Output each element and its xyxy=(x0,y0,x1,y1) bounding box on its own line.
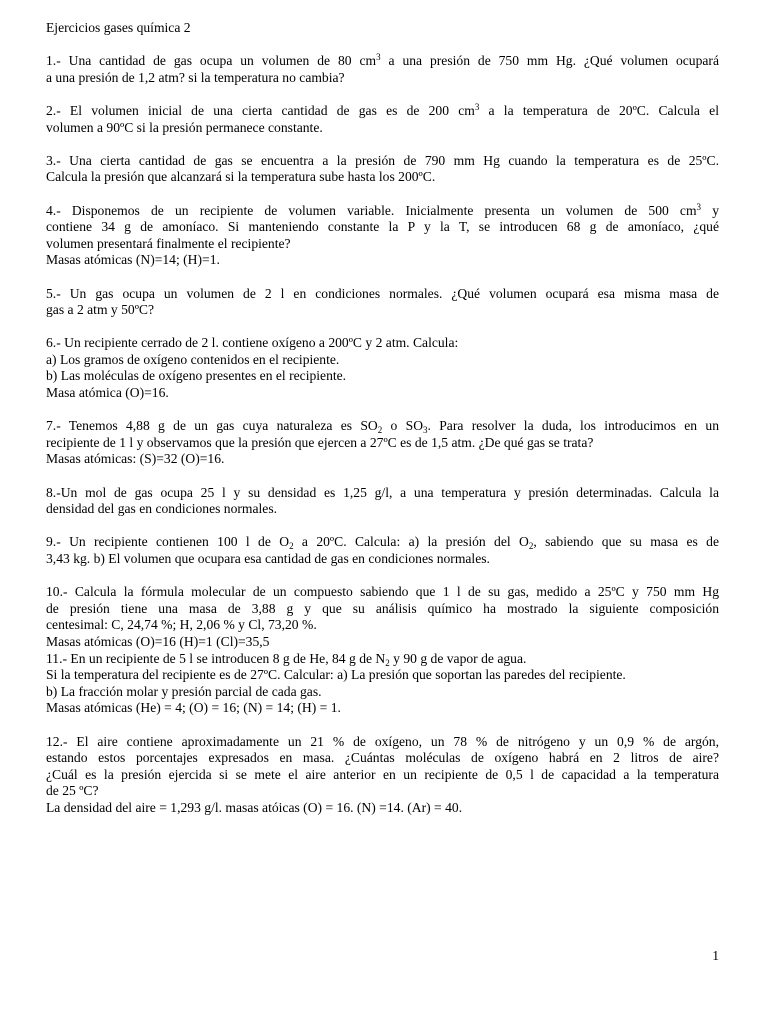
exercise-4-line-2: contiene 34 g de amoníaco. Si manteniendo constante la P y la T, se introducen 68 g de amoníaco, ¿qué xyxy=(46,219,719,235)
exercise-12-line-2: estando estos porcentajes expresados en masa. ¿Cuántas moléculas de oxígeno habrá en 2 litros de aire? xyxy=(46,750,719,766)
exercise-6-line-4: Masa atómica (O)=16. xyxy=(46,385,169,401)
exercise-6-line-1: 6.- Un recipiente cerrado de 2 l. contiene oxígeno a 200ºC y 2 atm. Calcula: xyxy=(46,335,459,351)
exercise-2-line-2: volumen a 90ºC si la presión permanece constante. xyxy=(46,119,323,135)
exercise-9-line-2: 3,43 kg. b) El volumen que ocupara esa cantidad de gas en condiciones normales. xyxy=(46,551,490,566)
exercise-2-line-1: 2.- El volumen inicial de una cierta cantidad de gas es de 200 $cm^3$ a la temperatura de 20ºC. Calcula el xyxy=(46,101,719,118)
exercise-12-line-5: La densidad del aire = 1,293 g/l. masas atóicas (O) = 16. (N) =14. (Ar) = 40. xyxy=(46,799,463,815)
exercise-10 xyxy=(46,584,719,650)
exercise-6-line-2: a) Los gramos de oxígeno contenidos en el recipiente. xyxy=(46,351,340,367)
exercise-10-line-4: Masas atómicas (O)=16 (H)=1 (Cl)=35,5 xyxy=(46,633,270,649)
exercise-12-line-4: de 25 ºC? xyxy=(46,783,99,799)
exercise-1-line-2: a una presión de 1,2 atm? si la temperatura no cambia? xyxy=(46,69,345,85)
exercise-6 xyxy=(46,335,719,401)
exercise-3-line-1: 3.- Una cierta cantidad de gas se encuentra a la presión de 790 mm Hg cuando la temperatura es de 25ºC. xyxy=(46,152,719,168)
exercise-7-line-3: Masas atómicas: (S)=32 (O)=16. xyxy=(46,451,225,467)
exercise-12-line-3: ¿Cuál es la presión ejercida si se mete el aire anterior en un recipiente de 0,5 l de capacidad a la temperatura xyxy=(46,766,719,782)
exercise-11-line-4: Masas atómicas (He) = 4; (O) = 16; (N) = 14; (H) = 1. xyxy=(46,700,341,716)
exercise-1 xyxy=(46,53,719,86)
exercise-5 xyxy=(46,286,719,319)
exercise-11-line-3: b) La fracción molar y presión parcial de cada gas. xyxy=(46,683,322,699)
exercise-8 xyxy=(46,485,719,518)
exercise-3-line-2: Calcula la presión que alcanzará si la temperatura sube hasta los 200ºC. xyxy=(46,169,436,185)
exercise-12 xyxy=(46,734,719,817)
exercise-9 xyxy=(46,534,719,567)
exercise-11 xyxy=(46,651,719,717)
exercise-6-line-3: b) Las moléculas de oxígeno presentes en el recipiente. xyxy=(46,368,347,384)
exercise-3 xyxy=(46,153,719,186)
exercise-8-line-1: 8.-Un mol de gas ocupa 25 l y su densidad es 1,25 g/l, a una temperatura y presión determinadas. Calcula la xyxy=(46,484,719,500)
exercise-12-line-1: 12.- El aire contiene aproximadamente un 21 % de oxígeno, un 78 % de nitrógeno y un 0,9 % de argón, xyxy=(46,733,719,749)
exercise-10-line-3: centesimal: C, 24,74 %; H, 2,06 % y Cl, 73,20 %. xyxy=(46,617,317,633)
exercise-8-line-2: densidad del gas en condiciones normales. xyxy=(46,501,278,517)
exercise-5-line-2: gas a 2 atm y 50ºC? xyxy=(46,302,155,318)
exercise-4-line-1: 4.- Disponemos de un recipiente de volumen variable. Inicialmente presenta un volumen de 500 $cm^3$ y xyxy=(46,201,719,218)
exercise-11-line-2: Si la temperatura del recipiente es de 27ºC. Calcular: a) La presión que soportan las paredes del recipiente. xyxy=(46,667,626,683)
exercise-7 xyxy=(46,418,719,468)
exercise-7-line-1: 7.- Tenemos 4,88 g de un gas cuya naturaleza es $SO_2$ o $SO_3$. Para resolver la duda, los introducimos en un xyxy=(46,418,719,436)
document-body xyxy=(46,20,719,833)
exercise-5-line-1: 5.- Un gas ocupa un volumen de 2 l en condiciones normales. ¿Qué volumen ocupará esa misma masa de xyxy=(46,285,719,301)
exercise-4-line-4: Masas atómicas (N)=14; (H)=1. xyxy=(46,252,220,268)
exercise-7-line-2: recipiente de 1 l y observamos que la presión que ejercen a 27ºC es de 1,5 atm. ¿De qué gas se trata? xyxy=(46,434,594,450)
document-title: Ejercicios gases química 2 xyxy=(46,20,191,35)
exercise-11-line-1: 11.- En un recipiente de 5 l se introducen 8 g de He, 84 g de $N_2$ y 90 g de vapor de agua. xyxy=(46,650,527,668)
exercise-4-line-3: volumen presentará finalmente el recipiente? xyxy=(46,235,291,251)
exercise-10-line-2: de presión tiene una masa de 3,88 g y que su análisis químico ha mostrado la siguiente composición xyxy=(46,600,719,616)
exercise-10-line-1: 10.- Calcula la fórmula molecular de un compuesto sabiendo que 1 l de su gas, medido a 25ºC y 750 mm Hg xyxy=(46,584,719,600)
exercise-9-line-1: 9.- Un recipiente contienen 100 l de $O_2$ a 20ºC. Calcula: a) la presión del $O_2$, sabiendo que su masa es de xyxy=(46,534,719,552)
exercise-4 xyxy=(46,203,719,269)
exercise-1-line-1: 1.- Una cantidad de gas ocupa un volumen de 80 $cm^3$ a una presión de 750 mm Hg. ¿Qué volumen ocupará xyxy=(46,52,719,69)
page-number: 1 xyxy=(712,948,719,963)
exercise-2 xyxy=(46,103,719,136)
